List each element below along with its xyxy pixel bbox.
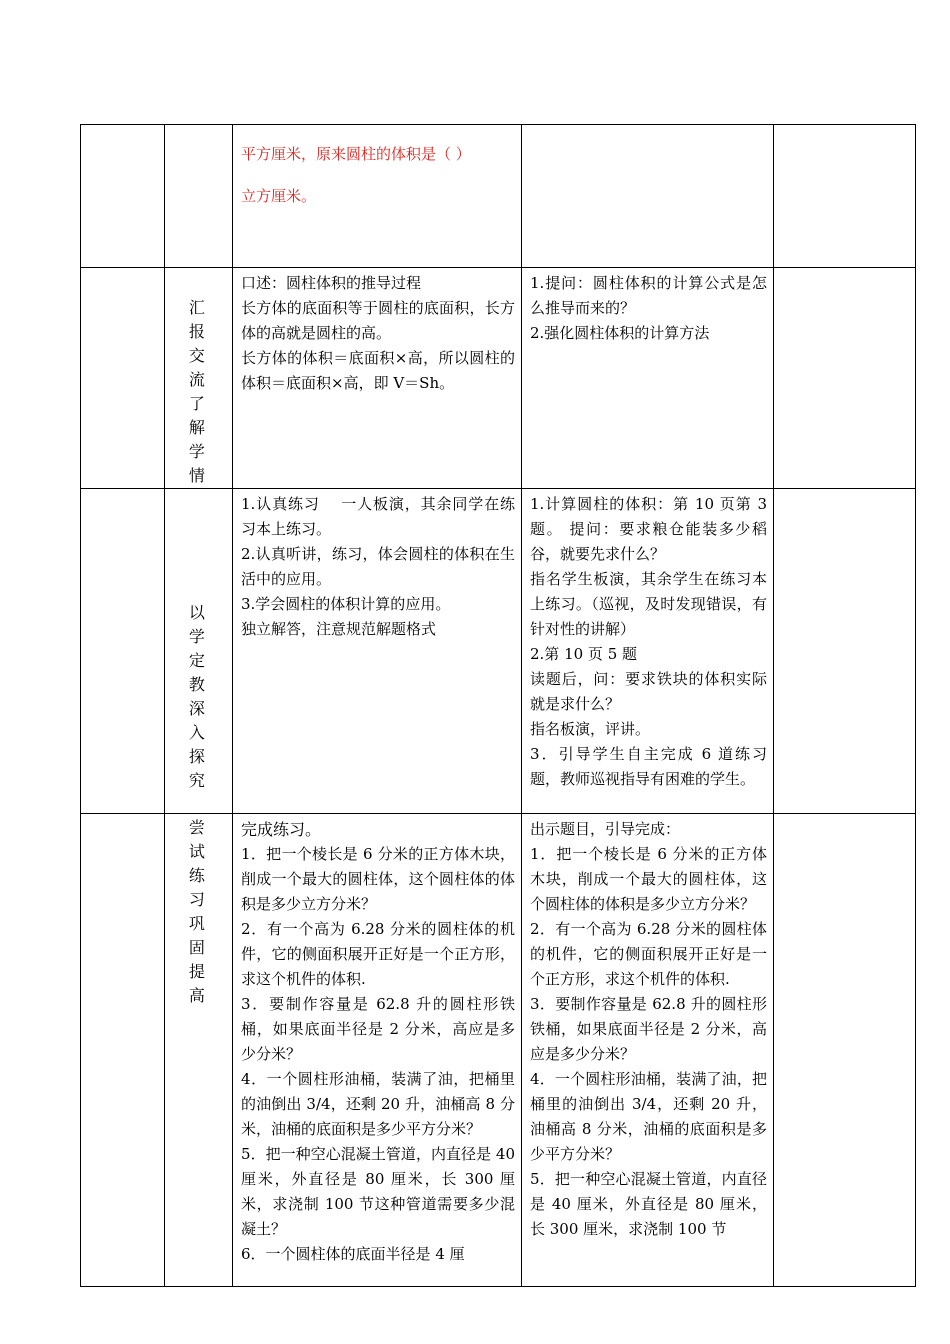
teacher-line: 5．把一种空心混凝土管道，内直径是 40 厘米，外直径是 80 厘米，长 300 厘米，求浇制 100 节 xyxy=(530,1170,767,1238)
teacher-activity-cell xyxy=(522,814,774,1287)
teacher-activity-cell xyxy=(522,125,774,268)
teacher-line: 1．把一个棱长是 6 分米的正方体木块，削成一个最大的圆柱体，这个圆柱体的体积是多少立方分米？ xyxy=(530,845,767,913)
student-line: 2．有一个高为 6.28 分米的圆柱体的机件，它的侧面积展开正好是一个正方形，求这个机件的体积. xyxy=(241,920,515,988)
teacher-line: 3．要制作容量是 62.8 升的圆柱形铁桶，如果底面半径是 2 分米，高应是多少分米？ xyxy=(530,995,767,1063)
student-line: 5．把一种空心混凝土管道，内直径是 40 厘米，外直径是 80 厘米，长 300 厘米，求浇制 100 节这种管道需要多少混凝土？ xyxy=(241,1145,515,1238)
student-line: 1.认真练习 一人板演，其余同学在练习本上练习。 xyxy=(241,495,515,538)
table-row xyxy=(81,814,916,1287)
table-row xyxy=(81,489,916,814)
teacher-activity-cell xyxy=(522,268,774,489)
student-line: 立方厘米。 xyxy=(241,187,317,205)
stage-label: 以学定教深入探究 xyxy=(188,603,209,790)
student-activity-cell xyxy=(233,814,522,1287)
table-row xyxy=(81,268,916,489)
notes-cell xyxy=(774,268,916,489)
teacher-line: 1.计算圆柱的体积：第 10 页第 3 题。 提问：要求粮仓能装多少稻谷，就要先求什么？ xyxy=(530,495,767,563)
stage-cell xyxy=(165,125,233,268)
blank-cell xyxy=(81,125,165,268)
stage-cell xyxy=(165,814,233,1287)
teacher-activity-cell xyxy=(522,489,774,814)
teacher-line: 2．有一个高为 6.28 分米的圆柱体的机件，它的侧面积展开正好是一个正方形，求这个机件的体积. xyxy=(530,920,767,988)
teacher-activity-content xyxy=(530,817,767,1285)
student-activity-cell xyxy=(233,268,522,489)
notes-cell xyxy=(774,125,916,268)
student-activity-content xyxy=(241,817,515,1285)
stage-label: 汇报交流了解学情 xyxy=(188,298,209,485)
stage-label: 尝试练习巩固提高 xyxy=(188,818,209,1005)
teacher-line: 2.第 10 页 5 题 xyxy=(530,645,638,663)
student-activity-cell xyxy=(233,489,522,814)
teacher-line: 3．引导学生自主完成 6 道练习题，教师巡视指导有困难的学生。 xyxy=(530,745,767,788)
student-line: 4．一个圆柱形油桶，装满了油，把桶里的油倒出 3/4，还剩 20 升，油桶高 8 分米，油桶的底面积是多少平方分米？ xyxy=(241,1070,515,1138)
student-line: 长方体的体积＝底面积×高，所以圆柱的体积＝底面积×高，即 V＝Sh。 xyxy=(241,349,515,392)
student-line: 2.认真听讲，练习，体会圆柱的体积在生活中的应用。 xyxy=(241,545,515,588)
blank-cell xyxy=(81,814,165,1287)
teacher-line: 出示题目，引导完成： xyxy=(530,820,681,838)
student-line: 6．一个圆柱体的底面半径是 4 厘 xyxy=(241,1245,465,1263)
notes-cell xyxy=(774,814,916,1287)
teacher-line: 2.强化圆柱体积的计算方法 xyxy=(530,324,710,342)
teacher-line: 读题后，问：要求铁块的体积实际就是求什么？ xyxy=(530,670,767,713)
student-activity-cell xyxy=(233,125,522,268)
stage-cell xyxy=(165,268,233,489)
student-line: 平方厘米，原来圆柱的体积是（ ） xyxy=(241,145,471,163)
student-line: 3．要制作容量是 62.8 升的圆柱形铁桶，如果底面半径是 2 分米，高应是多少分米？ xyxy=(241,995,515,1063)
lesson-plan-table xyxy=(80,124,916,1287)
teacher-line: 指名板演，评讲。 xyxy=(530,720,651,738)
student-line: 口述：圆柱体积的推导过程 xyxy=(241,274,422,292)
blank-cell xyxy=(81,268,165,489)
student-line: 完成练习。 xyxy=(241,820,322,839)
student-line: 长方体的底面积等于圆柱的底面积，长方体的高就是圆柱的高。 xyxy=(241,299,515,342)
blank-cell xyxy=(81,489,165,814)
teacher-line: 1.提问：圆柱体积的计算公式是怎么推导而来的？ xyxy=(530,274,767,317)
student-line: 3.学会圆柱的体积计算的应用。 xyxy=(241,595,451,613)
teacher-line: 指名学生板演，其余学生在练习本上练习。（巡视，及时发现错误，有针对性的讲解） xyxy=(530,570,767,638)
teacher-line: 4．一个圆柱形油桶，装满了油，把桶里的油倒出 3/4，还剩 20 升，油桶高 8 分米，油桶的底面积是多少平方分米？ xyxy=(530,1070,767,1163)
student-line: 1．把一个棱长是 6 分米的正方体木块，削成一个最大的圆柱体，这个圆柱体的体积是多少立方分米？ xyxy=(241,845,515,913)
student-line: 独立解答，注意规范解题格式 xyxy=(241,620,437,638)
table-row xyxy=(81,125,916,268)
stage-cell xyxy=(165,489,233,814)
notes-cell xyxy=(774,489,916,814)
